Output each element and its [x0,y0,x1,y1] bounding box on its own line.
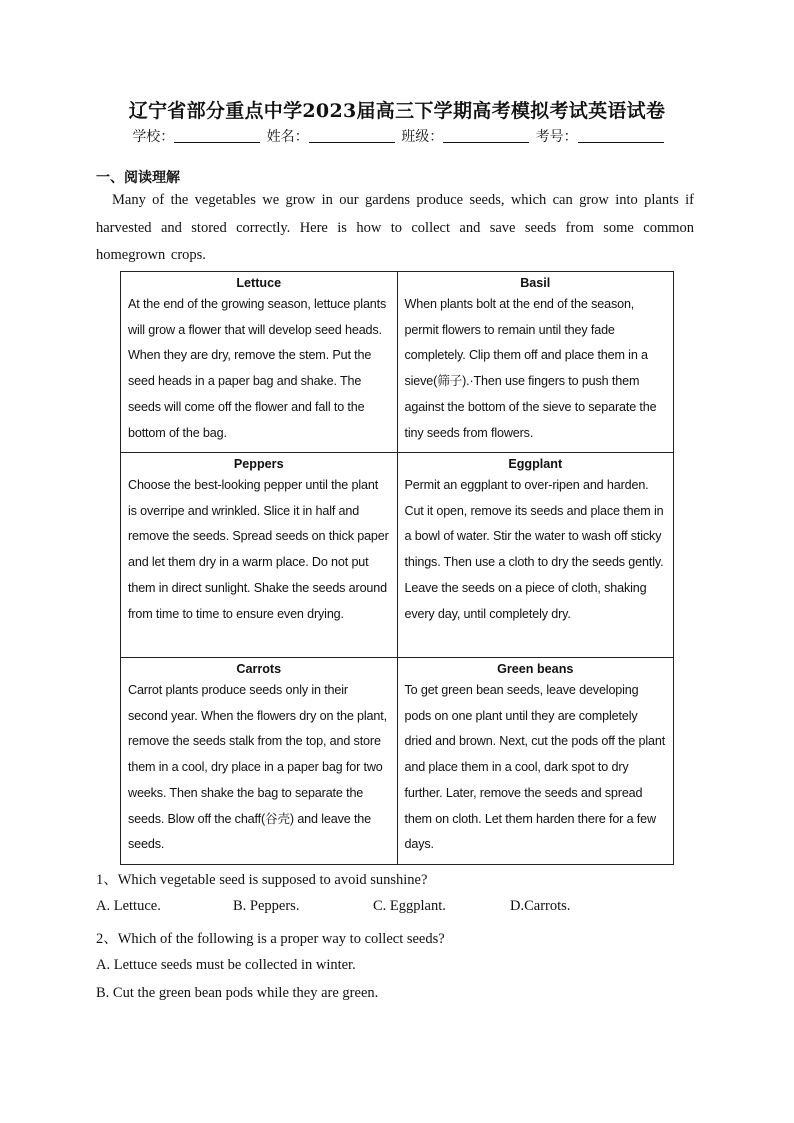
table-row [121,272,674,453]
cell-title: Lettuce [236,276,282,290]
option-b[interactable]: B. Cut the green bean pods while they are green. [96,985,379,1001]
table-row [121,658,674,865]
option-a[interactable]: A. Lettuce seeds must be collected in winter. [96,957,356,973]
cell-title: Eggplant [508,457,563,471]
cell-title: Green beans [497,662,574,676]
student-info-line [0,126,794,146]
exam-title: 辽宁省部分重点中学2023届高三下学期高考模拟考试英语试卷 [128,100,666,122]
section-heading: 一、阅读理解 [96,170,180,186]
option-b[interactable]: B. Peppers. [233,898,300,914]
option-a[interactable]: A. Lettuce. [96,898,161,914]
cell-body: To get green bean seeds, leave developing pods on one plant until they are completely dried and brown. Next, cut the pods off the plant and place them in a cool, dark spot to dry further. Later, remove the seeds and spread them on cloth. Let them harden there for a few days. [404,683,666,852]
table-cell-basil [397,272,674,453]
option-d[interactable]: D.Carrots. [510,898,571,914]
cell-title: Peppers [233,457,284,471]
question-1-stem: 1、Which vegetable seed is supposed to avoid sunshine? [96,872,428,888]
table-cell-peppers [121,453,398,658]
cell-title: Basil [520,276,551,290]
name-blank[interactable] [309,128,395,143]
question-2-stem: 2、Which of the following is a proper way to collect seeds? [96,931,445,947]
cell-body: Permit an eggplant to over-ripen and harden. Cut it open, remove its seeds and place them in a bowl of water. Stir the water to wash off sticky things. Then use a cloth to dry the seeds gently. Leave the seeds on a piece of cloth, shaking every day, until completely dry. [404,478,664,621]
option-c[interactable]: C. Eggplant. [373,898,446,914]
passage-intro [96,187,694,270]
cell-body: Choose the best-looking pepper until the plant is overripe and wrinkled. Slice it in half and remove the seeds. Spread seeds on thick paper and let them dry in a warm place. Do not put them in direct sunlight. Shake the seeds around from time to time to ensure even drying. [128,478,389,621]
table-cell-carrots [121,658,398,865]
cell-body: When plants bolt at the end of the season, permit flowers to remain until they fade completely. Clip them off and place them in a sieve(筛子).·Then use fingers to push them against the bottom of the sieve to separate the tiny seeds from flowers. [404,297,657,440]
cell-body: At the end of the growing season, lettuce plants will grow a flower that will develop seed heads. When they are dry, remove the stem. Put the seed heads in a paper bag and shake. The seeds will come off the flower and fall to the bottom of the bag. [128,297,387,440]
class-blank[interactable] [443,128,529,143]
table-cell-green-beans [397,658,674,865]
school-label: 学校： [132,129,175,145]
table-cell-lettuce [121,272,398,453]
class-label: 班级： [401,129,444,145]
seed-collection-table [120,271,674,865]
intro-text: Many of the vegetables we grow in our gardens produce seeds, which can grow into plants if harvested and stored correctly. Here is how to collect and save seeds from some common homegrown crops. [96,192,694,263]
table-cell-eggplant [397,453,674,658]
cell-title: Carrots [236,662,282,676]
name-label: 姓名： [266,129,309,145]
exam-number-label: 考号： [535,129,578,145]
cell-body: Carrot plants produce seeds only in their second year. When the flowers dry on the plant, remove the seeds stalk from the top, and store them in a cool, dry place in a paper bag for two weeks. Then shake the bag to separate the seeds. Blow off the chaff(谷壳) and leave the seeds. [128,683,387,852]
table-row [121,453,674,658]
school-blank[interactable] [174,128,260,143]
exam-number-blank[interactable] [578,128,664,143]
